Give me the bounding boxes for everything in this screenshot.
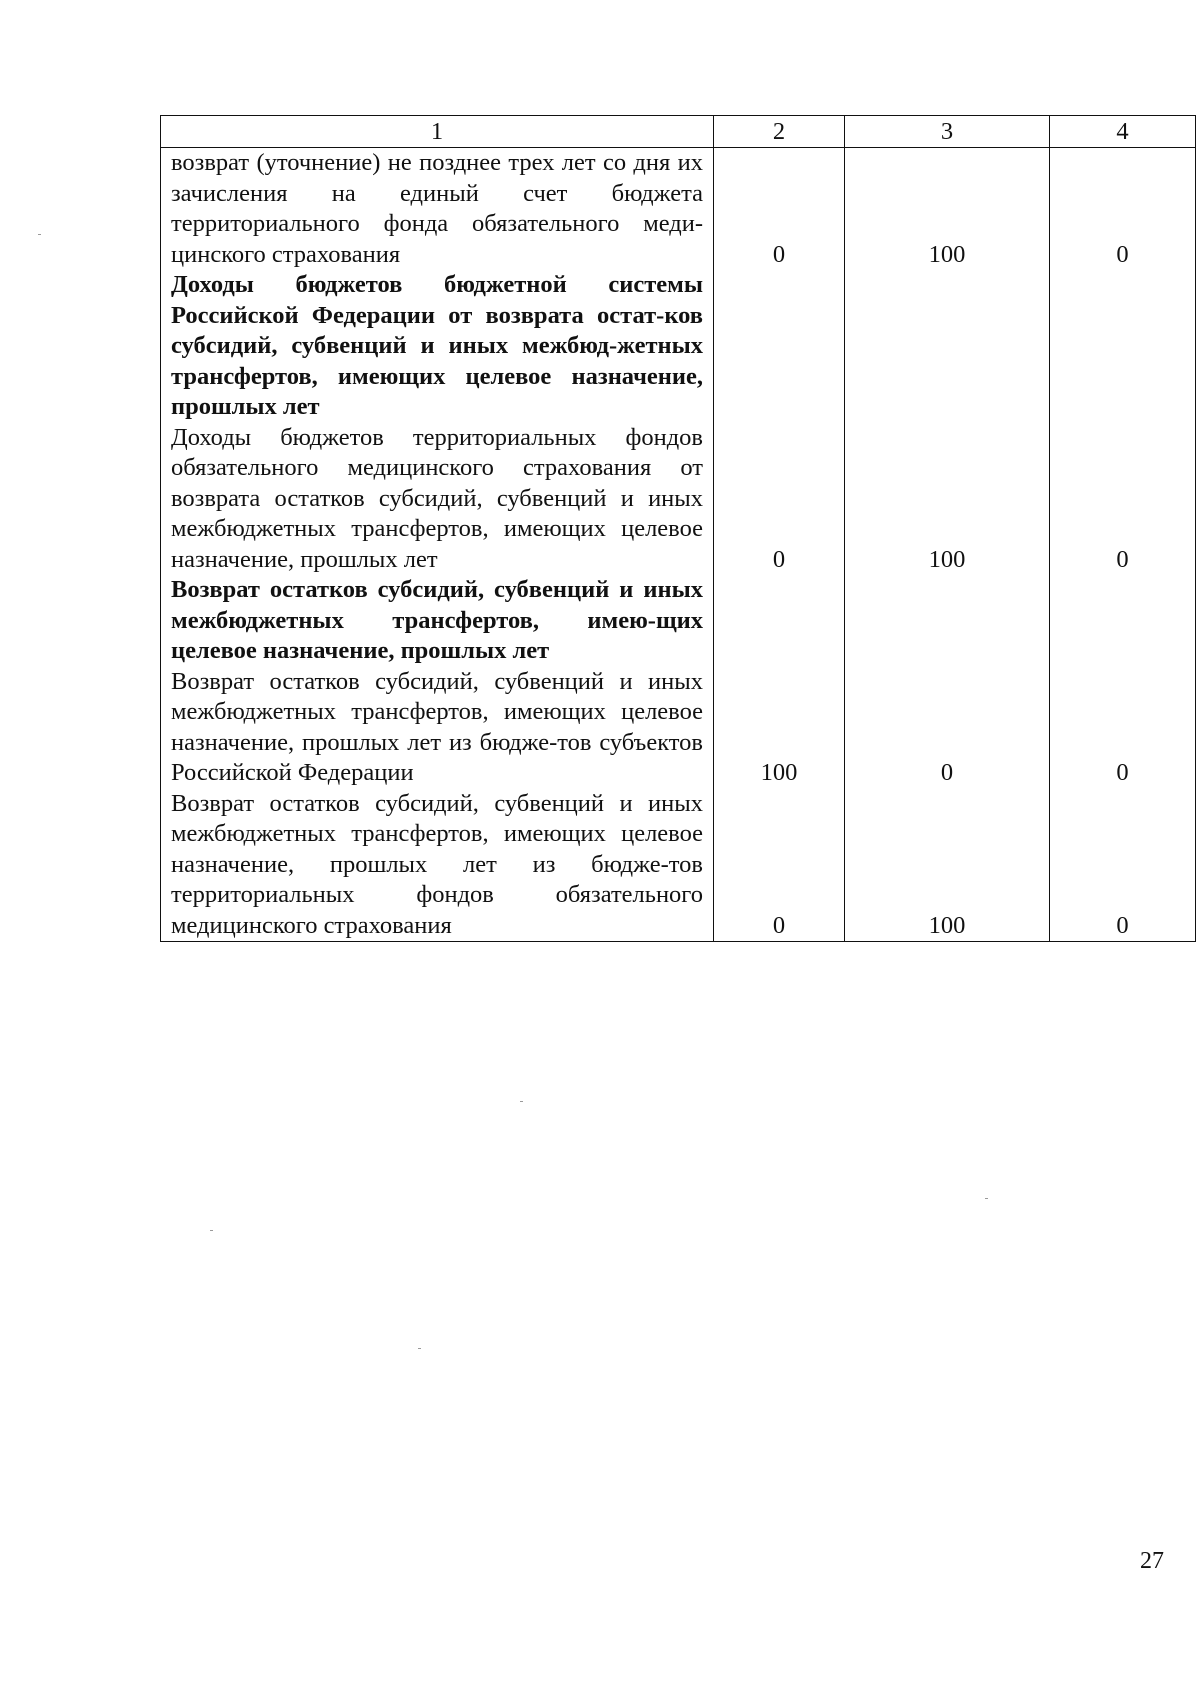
row-value-col2: 0 <box>714 789 845 942</box>
header-cell-1: 1 <box>161 116 714 148</box>
table-body <box>161 148 1196 942</box>
row-value-col3 <box>845 270 1050 423</box>
row-description-heading: Возврат остатков субсидий, субвенций и иных межбюджетных трансфертов, имею-щих целевое назначение, прошлых лет <box>161 575 714 667</box>
table-header <box>161 116 1196 148</box>
scan-speck <box>418 1348 421 1349</box>
header-row <box>161 116 1196 148</box>
row-value-col2: 0 <box>714 148 845 271</box>
row-description: Возврат остатков субсидий, субвенций и иных межбюджетных трансфертов, имеющих целевое назначение, прошлых лет из бюдже-тов субъектов Российской Федерации <box>161 667 714 789</box>
page-number: 27 <box>1140 1548 1164 1574</box>
table-row <box>161 270 1196 423</box>
row-description: возврат (уточнение) не позднее трех лет со дня их зачисления на единый счет бюджета территориального фонда обязательного меди-цинского страхования <box>161 148 714 271</box>
row-value-col4 <box>1050 575 1196 667</box>
table-row <box>161 148 1196 271</box>
table-row <box>161 667 1196 789</box>
table-row <box>161 789 1196 942</box>
table-row <box>161 575 1196 667</box>
scan-speck <box>210 1230 213 1231</box>
row-value-col3: 0 <box>845 667 1050 789</box>
row-value-col2 <box>714 575 845 667</box>
row-value-col4: 0 <box>1050 423 1196 576</box>
row-value-col3: 100 <box>845 423 1050 576</box>
row-value-col2 <box>714 270 845 423</box>
row-value-col2: 0 <box>714 423 845 576</box>
budget-table <box>160 115 1196 942</box>
row-value-col4: 0 <box>1050 148 1196 271</box>
table-row <box>161 423 1196 576</box>
row-description: Возврат остатков субсидий, субвенций и иных межбюджетных трансфертов, имеющих целевое назначение, прошлых лет из бюдже-тов территориальных фондов обязательного медицинского страхования <box>161 789 714 942</box>
row-value-col2: 100 <box>714 667 845 789</box>
row-value-col4: 0 <box>1050 789 1196 942</box>
scan-speck <box>985 1198 988 1199</box>
row-value-col3 <box>845 575 1050 667</box>
row-description-heading: Доходы бюджетов бюджетной системы Российской Федерации от возврата остат-ков субсидий, субвенций и иных межбюд-жетных трансфертов, имеющих целевое назначение, прошлых лет <box>161 270 714 423</box>
row-value-col3: 100 <box>845 789 1050 942</box>
header-cell-2: 2 <box>714 116 845 148</box>
header-cell-3: 3 <box>845 116 1050 148</box>
row-value-col4: 0 <box>1050 667 1196 789</box>
row-description: Доходы бюджетов территориальных фондов обязательного медицинского страхования от возврата остатков субсидий, субвенций и иных межбюджетных трансфертов, имеющих целевое назначение, прошлых лет <box>161 423 714 576</box>
row-value-col3: 100 <box>845 148 1050 271</box>
header-cell-4: 4 <box>1050 116 1196 148</box>
scan-speck <box>520 1101 523 1102</box>
row-value-col4 <box>1050 270 1196 423</box>
scan-speck <box>38 234 41 235</box>
